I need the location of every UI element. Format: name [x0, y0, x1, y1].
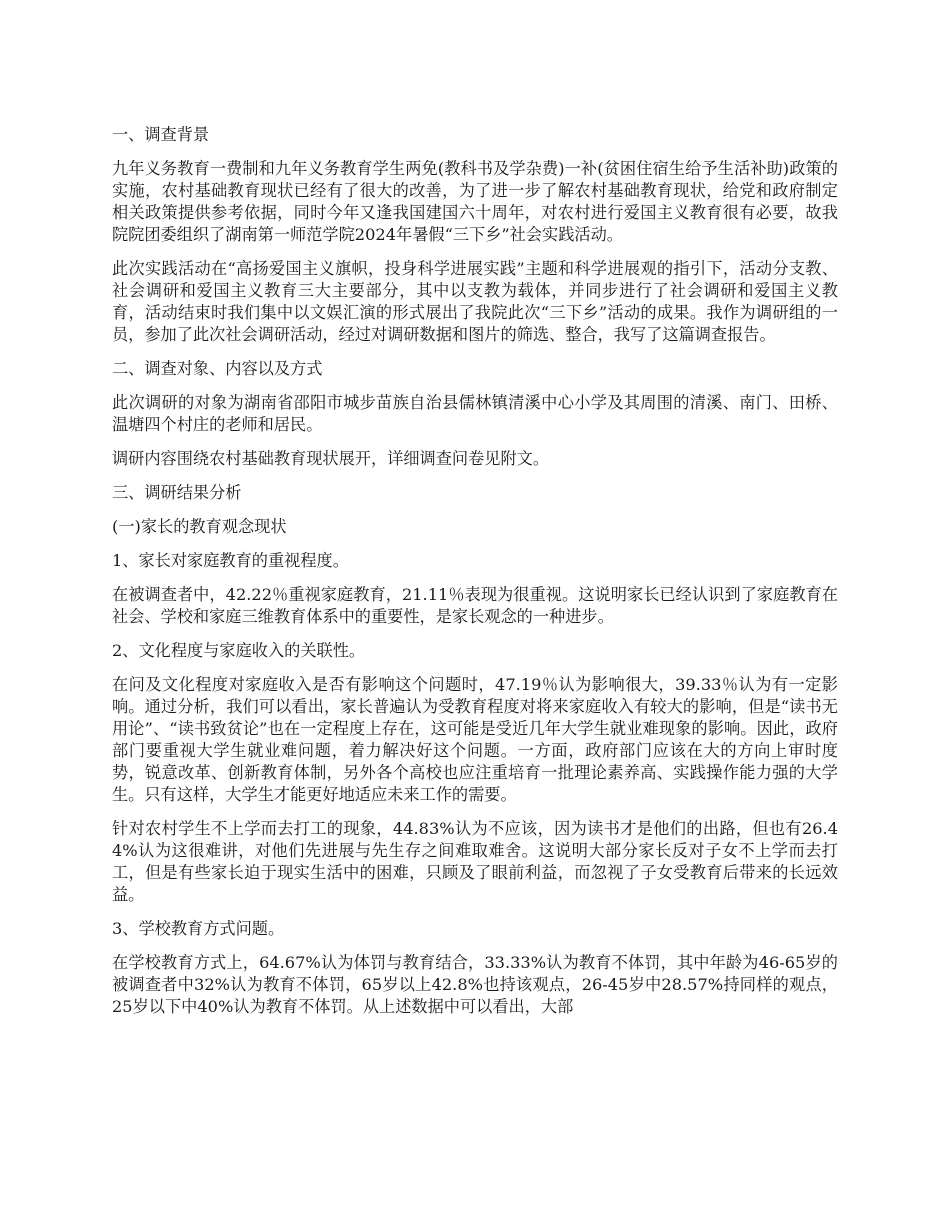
paragraph-item-2b: 针对农村学生不上学而去打工的现象，44.83%认为不应该，因为读书才是他们的出路，但也有26.44%认为这很难讲，对他们先进展与先生存之间难取难舍。这说明大部分家长反对子女不上学而去打工，但是有些家长迫于现实生活中的困难，只顾及了眼前利益，而忽视了子女受教育后带来的长远效益。: [112, 819, 838, 904]
item-heading-2: 2、文化程度与家庭收入的关联性。: [112, 641, 366, 660]
item-heading-3: 3、学校教育方式问题。: [112, 919, 285, 938]
paragraph-background-2: 此次实践活动在“高扬爱国主义旗帜，投身科学进展实践”主题和科学进展观的指引下，活动分支教、社会调研和爱国主义教育三大主要部分，其中以支教为载体，并同步进行了社会调研和爱国主义教育，活动结束时我们集中以文娱汇演的形式展出了我院此次“三下乡”活动的成果。我作为调研组的一员，参加了此次社会调研活动，经过对调研数据和图片的筛选、整合，我写了这篇调查报告。: [112, 259, 838, 344]
item-heading-1: 1、家长对家庭教育的重视程度。: [112, 551, 349, 570]
section-heading-subjects: 二、调查对象、内容以及方式: [112, 359, 323, 378]
paragraph-item-2a: 在问及文化程度对家庭收入是否有影响这个问题时，47.19％认为影响很大，39.33％认为有一定影响。通过分析，我们可以看出，家长普遍认为受教育程度对将来家庭收入有较大的影响，但是“读书无用论”、“读书致贫论”也在一定程度上存在，这可能是受近几年大学生就业难现象的影响。因此，政府部门要重视大学生就业难问题，着力解决好这个问题。一方面，政府部门应该在大的方向上审时度势，锐意改革、创新教育体制，另外各个高校也应注重培育一批理论素养高、实践操作能力强的大学生。只有这样，大学生才能更好地适应未来工作的需要。: [112, 675, 838, 804]
paragraph-item-1: 在被调查者中，42.22％重视家庭教育，21.11％表现为很重视。这说明家长已经认识到了家庭教育在社会、学校和家庭三维教育体系中的重要性，是家长观念的一种进步。: [112, 585, 838, 626]
subsection-heading-parents: (一)家长的教育观念现状: [112, 517, 287, 536]
paragraph-content: 调研内容围绕农村基础教育现状展开，详细调查问卷见附文。: [112, 449, 550, 468]
document-page: [112, 124, 838, 1030]
paragraph-subjects: 此次调研的对象为湖南省邵阳市城步苗族自治县儒林镇清溪中心小学及其周围的清溪、南门、田桥、温塘四个村庄的老师和居民。: [112, 393, 838, 434]
paragraph-item-3: 在学校教育方式上，64.67%认为体罚与教育结合，33.33%认为教育不体罚，其中年龄为46-65岁的被调查者中32%认为教育不体罚，65岁以上42.8%也持该观点，26-45岁中28.57%持同样的观点，25岁以下中40%认为教育不体罚。从上述数据中可以看出，大部: [112, 953, 838, 1016]
section-heading-background: 一、调查背景: [112, 125, 210, 144]
section-heading-results: 三、调研结果分析: [112, 483, 242, 502]
paragraph-background-1: 九年义务教育一费制和九年义务教育学生两免(教科书及学杂费)一补(贫困住宿生给予生活补助)政策的实施，农村基础教育现状已经有了很大的改善，为了进一步了解农村基础教育现状，给党和政府制定相关政策提供参考依据，同时今年又逢我国建国六十周年，对农村进行爱国主义教育很有必要，故我院院团委组织了湖南第一师范学院2024年暑假“三下乡”社会实践活动。: [112, 159, 838, 244]
